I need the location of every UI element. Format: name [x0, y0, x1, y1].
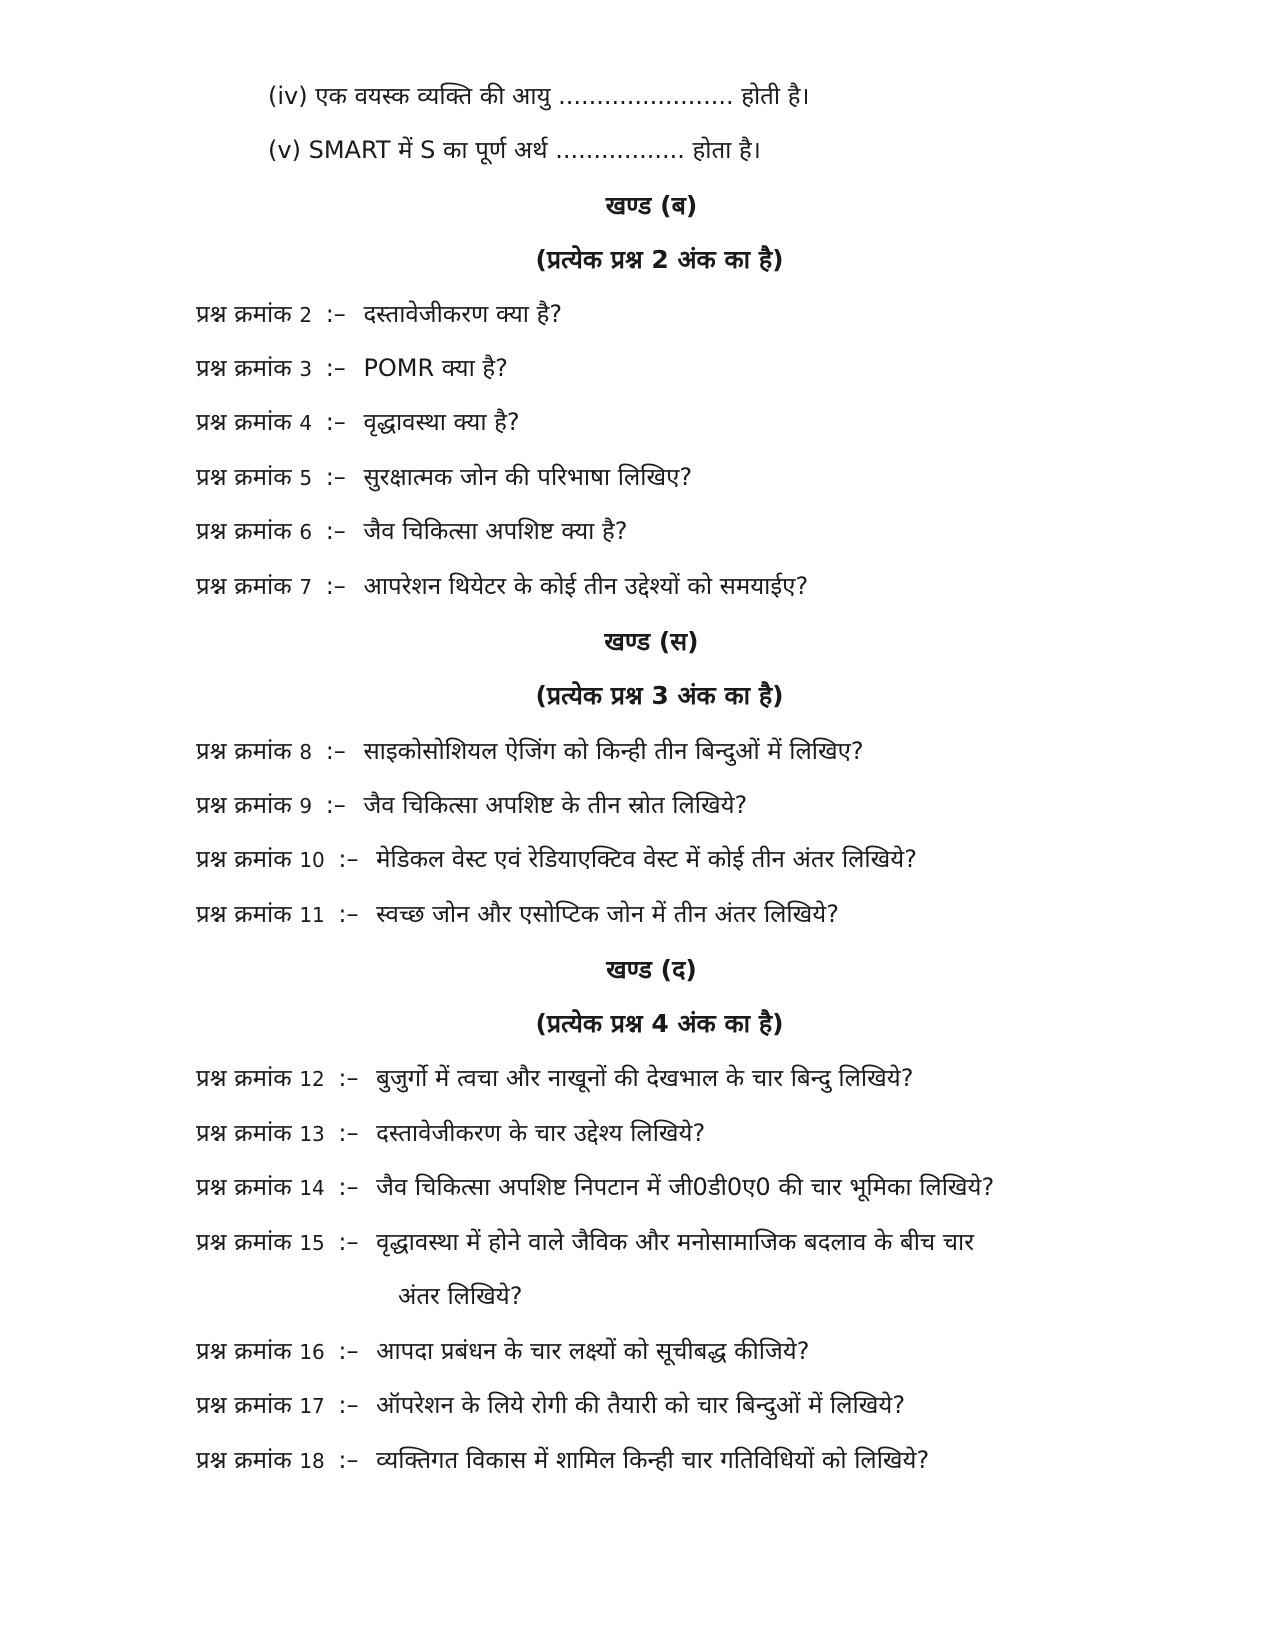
sub-question-v [268, 134, 761, 166]
question-label: प्रश्न क्रमांक [196, 791, 292, 819]
sub-question-text: SMART में S का पूर्ण अर्थ ................. होता है। [308, 136, 761, 164]
question-17 [196, 1389, 905, 1422]
question-10 [196, 843, 917, 876]
question-14 [196, 1171, 994, 1204]
question-label: प्रश्न क्रमांक [196, 463, 292, 491]
question-6 [196, 515, 628, 548]
question-5 [196, 461, 692, 494]
question-separator: :– [338, 1173, 359, 1201]
question-text: अंतर लिखिये? [398, 1282, 523, 1310]
question-separator: :– [325, 517, 346, 545]
question-separator: :– [325, 737, 346, 765]
question-separator: :– [325, 354, 346, 382]
question-label: प्रश्न क्रमांक [196, 1391, 292, 1419]
question-text: जैव चिकित्सा अपशिष्ट निपटान में जी0डी0ए0 की चार भूमिका लिखिये? [376, 1173, 995, 1201]
question-number: 6 [299, 520, 313, 544]
question-label: प्रश्न क्रमांक [196, 900, 292, 928]
question-label: प्रश्न क्रमांक [196, 517, 292, 545]
sub-question-text: एक वयस्क व्यक्ति की आयु ....................... होती है। [315, 82, 810, 110]
question-text: ऑपरेशन के लिये रोगी की तैयारी को चार बिन्दुओं में लिखिये? [376, 1391, 906, 1419]
section-c-title: खण्ड (स) [604, 627, 699, 656]
question-separator: :– [338, 1064, 359, 1092]
question-text: दस्तावेजीकरण क्या है? [363, 300, 563, 328]
question-text: POMR क्या है? [363, 354, 508, 382]
question-text: बुजुर्गो में त्वचा और नाखूनों की देखभाल के चार बिन्दु लिखिये? [376, 1064, 914, 1092]
question-separator: :– [325, 572, 346, 600]
question-number: 17 [299, 1394, 325, 1418]
question-separator: :– [325, 791, 346, 819]
question-text: आपरेशन थियेटर के कोई तीन उद्देश्यों को समयाईए? [363, 572, 809, 600]
question-12 [196, 1062, 913, 1095]
question-number: 9 [299, 794, 313, 818]
question-text: वृद्धावस्था क्या है? [363, 408, 520, 436]
question-text: स्वच्छ जोन और एसोप्टिक जोन में तीन अंतर लिखिये? [376, 900, 839, 928]
question-number: 16 [299, 1340, 325, 1364]
question-label: प्रश्न क्रमांक [196, 354, 292, 382]
question-number: 15 [299, 1231, 325, 1255]
question-label: प्रश्न क्रमांक [196, 1064, 292, 1092]
question-separator: :– [325, 408, 346, 436]
question-number: 12 [299, 1067, 325, 1091]
question-label: प्रश्न क्रमांक [196, 845, 292, 873]
question-number: 3 [299, 357, 313, 381]
question-separator: :– [338, 900, 359, 928]
question-number: 5 [299, 466, 313, 490]
section-b-marks: (प्रत्येक प्रश्न 2 अंक का है) [535, 245, 784, 274]
section-d-title: खण्ड (द) [606, 955, 697, 984]
question-separator: :– [338, 1337, 359, 1365]
question-text: जैव चिकित्सा अपशिष्ट क्या है? [363, 517, 628, 545]
question-label: प्रश्न क्रमांक [196, 1173, 292, 1201]
question-15-continuation [398, 1280, 522, 1312]
question-11 [196, 898, 839, 931]
question-label: प्रश्न क्रमांक [196, 1446, 292, 1474]
sub-question-number: (v) [268, 136, 301, 164]
question-8 [196, 735, 864, 768]
question-16 [196, 1335, 809, 1368]
question-9 [196, 789, 747, 822]
question-number: 4 [299, 411, 313, 435]
question-4 [196, 406, 520, 439]
question-3 [196, 352, 508, 385]
section-b-title: खण्ड (ब) [605, 191, 698, 220]
question-number: 14 [299, 1176, 325, 1200]
sub-question-number: (iv) [268, 82, 308, 110]
question-text: व्यक्तिगत विकास में शामिल किन्ही चार गतिविधियों को लिखिये? [376, 1446, 930, 1474]
question-2 [196, 298, 562, 331]
question-number: 10 [299, 848, 325, 872]
question-label: प्रश्न क्रमांक [196, 737, 292, 765]
question-text: जैव चिकित्सा अपशिष्ट के तीन स्रोत लिखिये? [363, 791, 748, 819]
question-label: प्रश्न क्रमांक [196, 1228, 292, 1256]
question-text: सुरक्षात्मक जोन की परिभाषा लिखिए? [363, 463, 693, 491]
question-separator: :– [338, 1228, 359, 1256]
question-13 [196, 1117, 705, 1150]
section-d-marks: (प्रत्येक प्रश्न 4 अंक का है) [535, 1009, 784, 1038]
question-number: 2 [299, 303, 313, 327]
question-label: प्रश्न क्रमांक [196, 1119, 292, 1147]
question-separator: :– [338, 1119, 359, 1147]
question-separator: :– [325, 463, 346, 491]
sub-question-iv [268, 80, 810, 112]
question-text: साइकोसोशियल ऐजिंग को किन्ही तीन बिन्दुओं में लिखिए? [363, 737, 864, 765]
section-c-marks: (प्रत्येक प्रश्न 3 अंक का है) [535, 681, 784, 710]
question-label: प्रश्न क्रमांक [196, 572, 292, 600]
question-number: 13 [299, 1122, 325, 1146]
question-separator: :– [338, 1391, 359, 1419]
question-label: प्रश्न क्रमांक [196, 300, 292, 328]
question-number: 8 [299, 740, 313, 764]
question-separator: :– [338, 1446, 359, 1474]
question-text: आपदा प्रबंधन के चार लक्ष्यों को सूचीबद्ध कीजिये? [376, 1337, 810, 1365]
question-number: 18 [299, 1449, 325, 1473]
question-18 [196, 1444, 929, 1477]
question-number: 7 [299, 575, 313, 599]
question-text: मेडिकल वेस्ट एवं रेडियाएक्टिव वेस्ट में कोई तीन अंतर लिखिये? [376, 845, 917, 873]
question-text: दस्तावेजीकरण के चार उद्देश्य लिखिये? [376, 1119, 706, 1147]
question-7 [196, 570, 808, 603]
question-label: प्रश्न क्रमांक [196, 408, 292, 436]
question-15 [196, 1226, 974, 1259]
question-number: 11 [299, 903, 325, 927]
question-text: वृद्धावस्था में होने वाले जैविक और मनोसामाजिक बदलाव के बीच चार [376, 1228, 975, 1256]
question-separator: :– [325, 300, 346, 328]
question-label: प्रश्न क्रमांक [196, 1337, 292, 1365]
question-separator: :– [338, 845, 359, 873]
